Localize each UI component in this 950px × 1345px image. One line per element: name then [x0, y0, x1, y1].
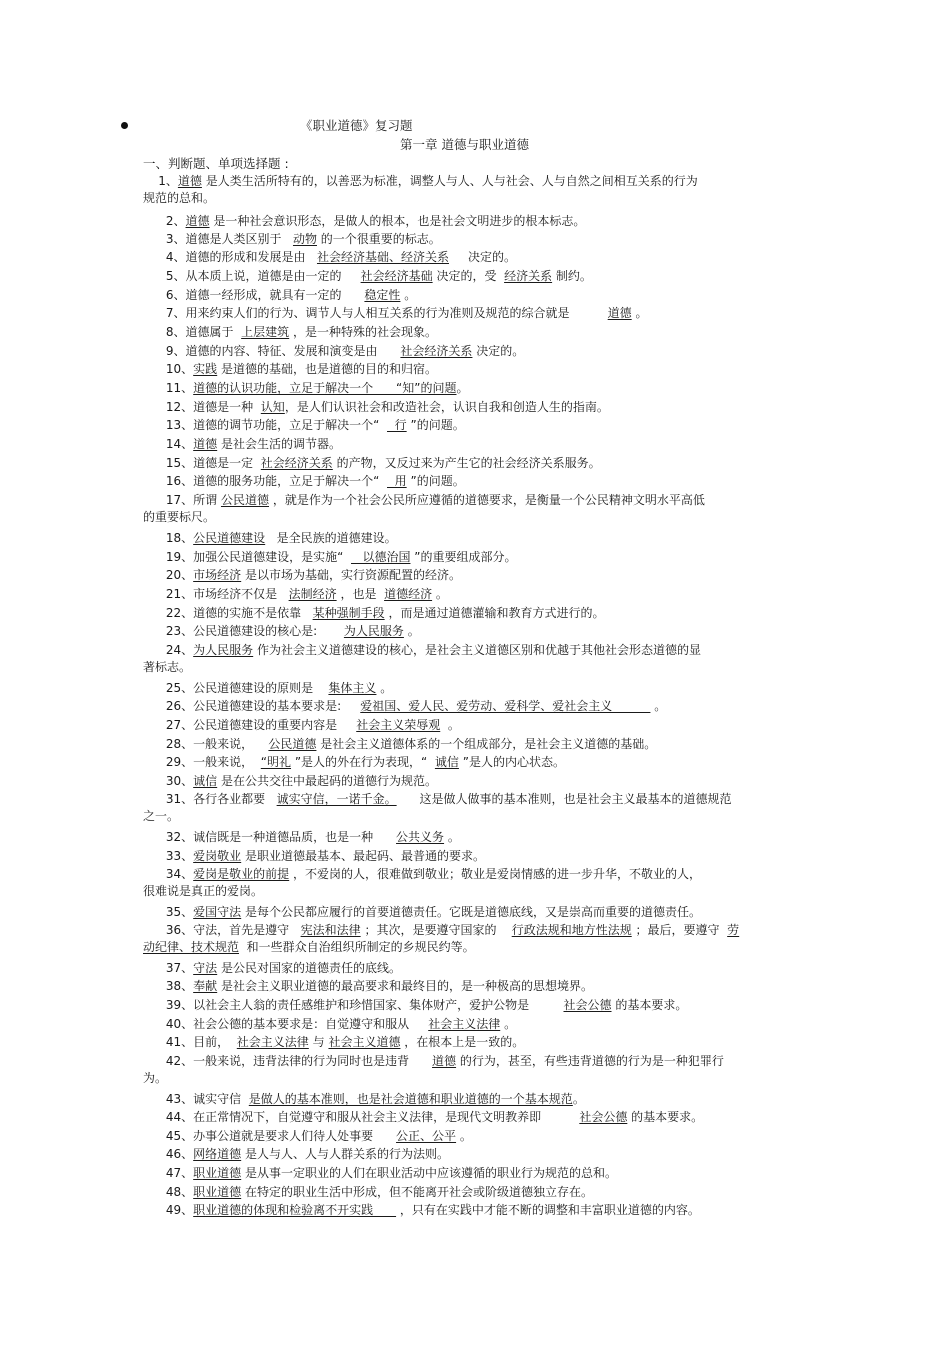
question-text: 49、	[143, 1203, 194, 1217]
question-line	[143, 473, 465, 490]
answer-blank: 网络道德	[193, 1147, 242, 1161]
question-text: 的基本要求。	[611, 998, 688, 1012]
question-text: 是社会主义道德体系的一个组成部分，是社会主义道德的基础。	[316, 737, 657, 751]
question-text: 。	[572, 1092, 585, 1106]
question-item	[143, 1128, 472, 1145]
answer-blank: 市场经济	[193, 568, 242, 582]
question-item	[143, 623, 420, 640]
question-line	[143, 417, 465, 434]
question-text: 4、道德的形成和发展是由	[143, 250, 317, 264]
question-text: ”的问题。	[406, 418, 465, 432]
question-item	[143, 754, 565, 771]
question-text: 17、所谓	[143, 493, 221, 507]
question-line	[143, 808, 732, 825]
answer-blank: “明礼	[260, 755, 292, 769]
answer-blank: 法制经济	[288, 587, 337, 601]
question-item	[143, 567, 461, 584]
question-item	[143, 773, 437, 790]
question-item	[143, 173, 698, 207]
question-item	[143, 343, 524, 360]
question-text: 25、公民道德建设的原则是	[143, 681, 329, 695]
question-line	[143, 324, 437, 341]
answer-blank: 爱岗敬业	[193, 849, 242, 863]
question-text: ，是一种特殊的社会现象。	[289, 325, 437, 339]
answer-blank: 奉献	[193, 979, 218, 993]
answer-blank: 社会经济关系	[260, 456, 333, 470]
question-text: 32、诚信既是一种道德品质，也是一种	[143, 830, 397, 844]
question-text: 27、公民道德建设的重要内容是	[143, 718, 357, 732]
answer-blank: 集体主义	[328, 681, 377, 695]
section-heading: 一、判断题、单项选择题 :	[143, 156, 289, 171]
question-text: 的一个很重要的标志。	[316, 232, 441, 246]
question-text: 决定的。	[472, 344, 525, 358]
question-text: 决定的，受	[432, 269, 505, 283]
question-line	[143, 361, 437, 378]
question-item	[143, 1202, 700, 1219]
question-text: ，在根本上是一致的。	[400, 1035, 525, 1049]
question-text: 22、道德的实施不是依靠	[143, 606, 313, 620]
question-text: 10、	[143, 362, 194, 376]
question-text: 。	[376, 681, 393, 695]
question-text: 7、用来约束人们的行为、调节人与人相互关系的行为准则及规范的综合就是	[143, 306, 608, 320]
question-text: 。	[400, 288, 417, 302]
question-line	[143, 939, 739, 956]
question-line	[143, 213, 585, 230]
question-text: 6、道德一经形成，就具有一定的	[143, 288, 365, 302]
question-item	[143, 978, 593, 995]
question-text: ；最后，要遵守	[631, 923, 728, 937]
question-text: 。	[444, 830, 460, 844]
question-text: 9、道德的内容、特征、发展和演变是由	[143, 344, 401, 358]
question-text: 18、	[143, 531, 194, 545]
question-line	[143, 549, 517, 566]
question-line	[143, 680, 392, 697]
answer-blank: 公民道德	[220, 493, 269, 507]
question-line	[143, 509, 705, 526]
answer-blank: 用	[387, 474, 407, 488]
question-line	[143, 1165, 617, 1182]
answer-blank: 以德治国	[351, 550, 411, 564]
question-item	[143, 904, 701, 921]
answer-blank: 行	[387, 418, 407, 432]
question-text: 是以市场为基础，实行资源配置的经济。	[241, 568, 462, 582]
question-item	[143, 866, 701, 900]
question-item	[143, 1016, 516, 1033]
question-item	[143, 680, 392, 697]
question-item	[143, 605, 604, 622]
question-line	[143, 922, 739, 939]
question-item	[143, 829, 460, 846]
question-text: ”是人的外在行为表现，“	[291, 755, 435, 769]
question-line	[143, 1091, 585, 1108]
question-text: 。	[631, 306, 648, 320]
question-text: 的产物，又反过来为产生它的社会经济关系服务。	[332, 456, 601, 470]
question-text: 13、道德的调节功能，立足于解决一个“	[143, 418, 388, 432]
question-line	[143, 642, 701, 659]
question-text: 是每个公民都应履行的首要道德责任。它既是道德底线，又是崇高而重要的道德责任。	[241, 905, 702, 919]
answer-blank: 公正、公平	[396, 1129, 457, 1143]
question-text: 16、道德的服务功能，立足于解决一个“	[143, 474, 388, 488]
question-text: ，是人们认识社会和改造社会，认识自我和创造人生的指南。	[284, 400, 609, 414]
question-text: ，只有在实践中才能不断的调整和丰富职业道德的内容。	[396, 1203, 700, 1217]
bullet-icon	[121, 122, 128, 129]
question-text: 。	[500, 1017, 517, 1031]
question-item	[143, 1146, 449, 1163]
answer-blank: 诚信	[193, 774, 218, 788]
question-item	[143, 492, 705, 526]
question-item	[143, 997, 687, 1014]
answer-blank: 社会公德	[563, 998, 612, 1012]
answer-blank: 道德	[185, 214, 210, 228]
answer-blank: 道德	[193, 437, 218, 451]
question-line	[143, 904, 701, 921]
question-item	[143, 698, 666, 715]
question-text: ，不爱岗的人，很难做到敬业；敬业是爱岗情感的进一步升华，不敬业的人，	[289, 867, 702, 881]
question-text: 40、社会公德的基本要求是：自觉遵守和服从	[143, 1017, 429, 1031]
question-text: 是社会主义职业道德的最高要求和最终目的，是一种极高的思想境界。	[217, 979, 594, 993]
question-line	[143, 866, 701, 883]
document-title: 《职业道德》复习题	[300, 118, 413, 133]
question-item	[143, 922, 739, 956]
answer-blank: 职业道德	[193, 1185, 242, 1199]
question-line	[143, 399, 609, 416]
question-text: 为。	[143, 1071, 168, 1085]
answer-blank: 行政法规和地方性法规	[511, 923, 632, 937]
answer-blank: 动纪律、技术规范	[143, 940, 240, 954]
question-text: 是人类生活所特有的，以善恶为标准，调整人与人、人与社会、人与自然之间相互关系的行为	[201, 174, 698, 188]
question-text: 之一。	[143, 809, 180, 823]
question-text: 是公民对国家的道德责任的底线。	[217, 961, 402, 975]
question-line	[143, 717, 460, 734]
question-text: 47、	[143, 1166, 194, 1180]
question-text: 29、一般来说，	[143, 755, 261, 769]
question-text: 26、公民道德建设的基本要求是:	[143, 699, 361, 713]
question-text: 45、办事公道就是要求人们待人处事要	[143, 1129, 397, 1143]
question-text: 是一种社会意识形态，是做人的根本，也是社会文明进步的根本标志。	[209, 214, 586, 228]
chapter-title: 第一章 道德与职业道德	[400, 137, 529, 152]
question-item	[143, 1053, 724, 1087]
question-item	[143, 231, 441, 248]
question-text: 。	[456, 381, 469, 395]
question-line	[143, 773, 437, 790]
answer-blank: 公民道德建设	[193, 531, 266, 545]
answer-blank: 劳	[727, 923, 740, 937]
question-text: 的基本要求。	[627, 1110, 704, 1124]
question-text: 是从事一定职业的人们在职业活动中应该遵循的职业行为规范的总和。	[241, 1166, 618, 1180]
question-line	[143, 659, 701, 676]
question-text: ；其次，是要遵守国家的	[360, 923, 512, 937]
question-item	[143, 436, 341, 453]
question-text: 37、	[143, 961, 194, 975]
question-line	[143, 190, 698, 207]
question-line	[143, 1184, 593, 1201]
question-text: 是人与人、人与人群关系的行为法则。	[241, 1147, 450, 1161]
answer-blank: 某种强制手段	[312, 606, 385, 620]
question-item	[143, 717, 460, 734]
question-text: 和一些群众自治组织所制定的乡规民约等。	[239, 940, 475, 954]
question-line	[143, 268, 592, 285]
question-line	[143, 305, 648, 322]
question-item	[143, 399, 609, 416]
answer-blank: 经济关系	[504, 269, 553, 283]
question-item	[143, 642, 701, 676]
question-line	[143, 380, 469, 397]
question-text: 。	[650, 699, 667, 713]
question-item	[143, 1165, 617, 1182]
answer-blank: 为人民服务	[343, 624, 404, 638]
answer-blank: 社会主义荣辱观	[356, 718, 441, 732]
question-line	[143, 754, 565, 771]
answer-blank: 社会公德	[579, 1110, 628, 1124]
answer-blank: 道德	[177, 174, 202, 188]
question-text: 3、道德是人类区别于	[143, 232, 293, 246]
question-line	[143, 960, 401, 977]
question-text: 41、目前，	[143, 1035, 237, 1049]
answer-blank: 爱祖国、爱人民、爱劳动、爱科学、爱社会主义	[360, 699, 651, 713]
question-item	[143, 1091, 585, 1108]
question-line	[143, 1053, 724, 1070]
answer-blank: 职业道德的体现和检验离不开实践	[193, 1203, 397, 1217]
question-text: 是在公共交往中最起码的道德行为规范。	[217, 774, 438, 788]
question-text: ”的重要组成部分。	[410, 550, 517, 564]
question-item	[143, 417, 465, 434]
question-text: 的重要标尺。	[143, 510, 216, 524]
answer-blank: 是做人的基本准则，也是社会道德和职业道德的一个基本规范	[248, 1092, 573, 1106]
question-item	[143, 960, 401, 977]
question-text: 规范的总和。	[143, 191, 216, 205]
question-line	[143, 829, 460, 846]
question-line	[143, 343, 524, 360]
question-text: ，也是	[336, 587, 385, 601]
question-line	[143, 567, 461, 584]
question-text: 。	[456, 1129, 472, 1143]
question-text: 23、公民道德建设的核心是:	[143, 624, 344, 638]
answer-blank: 公共义务	[396, 830, 445, 844]
answer-blank: 动物	[292, 232, 317, 246]
question-line	[143, 698, 666, 715]
question-text: 46、	[143, 1147, 194, 1161]
answer-blank: 为人民服务	[193, 643, 254, 657]
question-text: 决定的。	[448, 250, 517, 264]
question-text: ，而是通过道德灌输和教育方式进行的。	[384, 606, 605, 620]
question-line	[143, 586, 448, 603]
question-line	[143, 605, 604, 622]
question-item	[143, 1109, 703, 1126]
question-text: 31、各行各业都要	[143, 792, 277, 806]
question-text: 42、一般来说，违背法律的行为同时也是违背	[143, 1054, 433, 1068]
question-text: 是社会生活的调节器。	[217, 437, 342, 451]
question-line	[143, 287, 416, 304]
question-line	[143, 1016, 516, 1033]
answer-blank: 诚实守信，一诺千金。	[276, 792, 397, 806]
question-item	[143, 586, 448, 603]
question-line	[143, 791, 732, 808]
answer-blank: 社会主义法律	[428, 1017, 501, 1031]
question-text: ”的问题。	[406, 474, 465, 488]
question-text: 与	[308, 1035, 329, 1049]
question-item	[143, 249, 516, 266]
question-item	[143, 549, 517, 566]
question-text: 。	[440, 718, 460, 732]
question-text: 44、在正常情况下，自觉遵守和服从社会主义法律，是现代文明教养即	[143, 1110, 580, 1124]
question-line	[143, 436, 341, 453]
question-text: 8、道德属于	[143, 325, 242, 339]
question-text: 是职业道德最基本、最起码、最普通的要求。	[241, 849, 486, 863]
answer-blank: 道德	[432, 1054, 457, 1068]
question-text: 这是做人做事的基本准则，也是社会主义最基本的道德规范	[396, 792, 732, 806]
answer-blank: 实践	[193, 362, 218, 376]
answer-blank: 公民道德	[268, 737, 317, 751]
answer-blank: 道德经济	[384, 587, 433, 601]
question-text: 38、	[143, 979, 194, 993]
answer-blank: 上层建筑	[241, 325, 290, 339]
answer-blank: 宪法和法律	[300, 923, 361, 937]
question-line	[143, 1034, 524, 1051]
answer-blank: 稳定性	[364, 288, 401, 302]
question-item	[143, 736, 656, 753]
question-text: 很难说是真正的爱岗。	[143, 884, 264, 898]
answer-blank: 社会经济基础	[360, 269, 433, 283]
question-text: ，就是作为一个社会公民所应遵循的道德要求，是衡量一个公民精神文明水平高低	[269, 493, 705, 507]
question-text: ”是人的内心状态。	[458, 755, 565, 769]
question-item	[143, 1034, 524, 1051]
question-text: 33、	[143, 849, 194, 863]
question-text: 35、	[143, 905, 194, 919]
question-text: 11、	[143, 381, 194, 395]
question-text: 著标志。	[143, 660, 192, 674]
question-line	[143, 231, 441, 248]
question-item	[143, 305, 648, 322]
answer-blank: 认知	[260, 400, 285, 414]
question-text: 制约。	[552, 269, 592, 283]
question-item	[143, 268, 592, 285]
question-item	[143, 791, 732, 825]
answer-blank: 社会经济基础、经济关系	[316, 250, 449, 264]
question-item	[143, 473, 465, 490]
answer-blank: 爱岗是敬业的前提	[193, 867, 290, 881]
answer-blank: 守法	[193, 961, 218, 975]
question-text: 是全民族的道德建设。	[265, 531, 397, 545]
question-line	[143, 173, 698, 190]
question-text: 。	[432, 587, 448, 601]
question-text: 19、加强公民道德建设，是实施“	[143, 550, 352, 564]
question-item	[143, 361, 437, 378]
question-item	[143, 324, 437, 341]
question-line	[143, 1070, 724, 1087]
question-item	[143, 213, 585, 230]
question-text: 30、	[143, 774, 194, 788]
question-text: 在特定的职业生活中形成，但不能离开社会或阶级道德独立存在。	[241, 1185, 594, 1199]
question-line	[143, 1146, 449, 1163]
question-text: 28、一般来说，	[143, 737, 269, 751]
question-text: 是道德的基础，也是道德的目的和归宿。	[217, 362, 438, 376]
question-text: 作为社会主义道德建设的核心，是社会主义道德区别和优越于其他社会形态道德的显	[253, 643, 702, 657]
question-item	[143, 530, 397, 547]
question-item	[143, 455, 601, 472]
question-text: 12、道德是一种	[143, 400, 261, 414]
question-line	[143, 1109, 703, 1126]
question-text: 20、	[143, 568, 194, 582]
question-item	[143, 380, 469, 397]
question-item	[143, 1184, 593, 1201]
question-line	[143, 736, 656, 753]
answer-blank: 社会经济关系	[400, 344, 473, 358]
answer-blank: 诚信	[434, 755, 459, 769]
question-text: 1、	[143, 174, 178, 188]
question-text: 2、	[143, 214, 186, 228]
question-line	[143, 883, 701, 900]
question-text: 39、以社会主人翁的责任感维护和珍惜国家、集体财产，爱护公物是	[143, 998, 564, 1012]
question-line	[143, 455, 601, 472]
question-text: 21、市场经济不仅是	[143, 587, 289, 601]
question-text: 的行为，甚至，有些违背道德的行为是一种犯罪行	[456, 1054, 724, 1068]
question-line	[143, 530, 397, 547]
answer-blank: 道德	[607, 306, 632, 320]
question-line	[143, 249, 516, 266]
question-line	[143, 492, 705, 509]
question-line	[143, 1202, 700, 1219]
question-text: 。	[403, 624, 420, 638]
question-line	[143, 848, 485, 865]
question-text: 5、从本质上说，道德是由一定的	[143, 269, 361, 283]
question-line	[143, 997, 687, 1014]
question-text: 48、	[143, 1185, 194, 1199]
question-line	[143, 623, 420, 640]
question-line	[143, 1128, 472, 1145]
answer-blank: 社会主义法律	[236, 1035, 309, 1049]
question-item	[143, 287, 416, 304]
question-line	[143, 978, 593, 995]
question-text: 14、	[143, 437, 194, 451]
answer-blank: 职业道德	[193, 1166, 242, 1180]
answer-blank: 社会主义道德	[328, 1035, 401, 1049]
question-text: 36、守法，首先是遵守	[143, 923, 301, 937]
question-text: 15、道德是一定	[143, 456, 261, 470]
answer-blank: 道德的认识功能，立足于解决一个 “知”的问题	[193, 381, 457, 395]
question-text: 34、	[143, 867, 194, 881]
answer-blank: 爱国守法	[193, 905, 242, 919]
question-item	[143, 848, 485, 865]
question-text: 24、	[143, 643, 194, 657]
question-text: 43、诚实守信	[143, 1092, 249, 1106]
